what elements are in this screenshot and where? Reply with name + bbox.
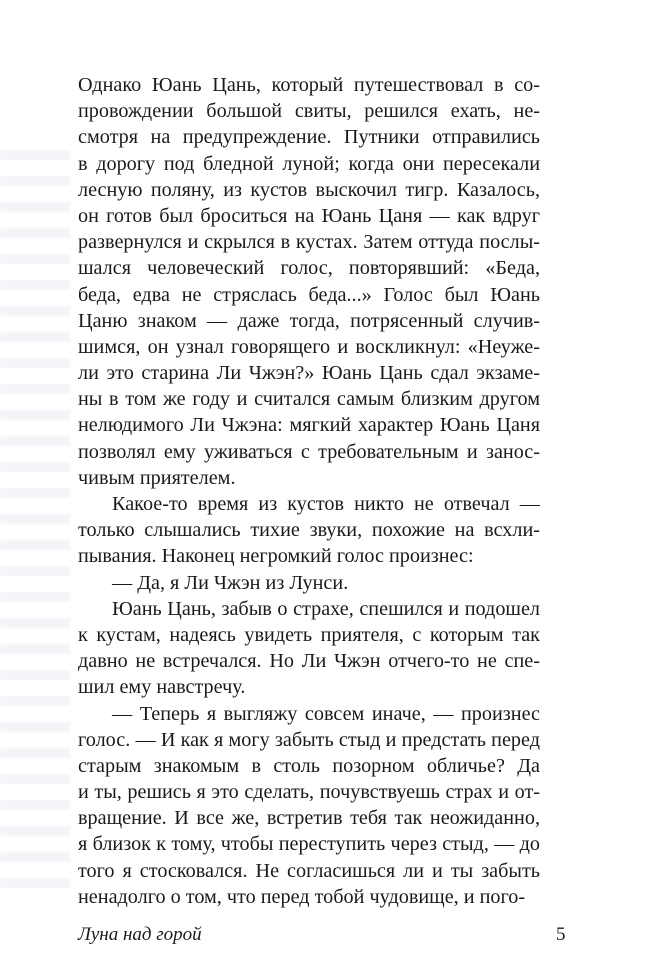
body-text	[78, 72, 540, 910]
text-line: я близок к тому, чтобы переступить через стыд, — до	[78, 833, 540, 856]
paragraph	[78, 491, 540, 570]
text-line: ненадолго о том, что перед тобой чудовище, и пого-	[78, 885, 526, 908]
text-line: давно не встречался. Но Ли Чжэн отчего-то не спе-	[78, 650, 540, 673]
text-line: позволял ему уживаться с требовательным и занос-	[78, 440, 540, 463]
text-line: вращение. И все же, встретив тебя так неожиданно,	[78, 807, 540, 830]
text-line: голос. — И как я могу забыть стыд и предстать перед	[78, 728, 540, 751]
text-line: смотря на предупреждение. Путники отправились	[78, 126, 540, 149]
text-line: Цаню знаком — даже тогда, потрясенный случив-	[78, 309, 540, 332]
text-line: развернулся и скрылся в кустах. Затем оттуда послы-	[78, 231, 540, 254]
text-line: ли это старина Ли Чжэн?» Юань Цань сдал экзаме-	[78, 362, 540, 385]
paragraph	[78, 596, 540, 701]
text-line: в дорогу под бледной луной; когда они пересекали	[78, 152, 540, 175]
running-footer-title: Луна над горой	[78, 924, 202, 945]
paragraph	[78, 570, 540, 596]
text-line: Юань Цань, забыв о страхе, спешился и подошел	[112, 597, 540, 620]
text-line: шался человеческий голос, повторявший: «Беда,	[78, 257, 540, 280]
paragraph	[78, 701, 540, 911]
text-line: только слышались тихие звуки, похожие на всхли-	[78, 519, 540, 542]
bleed-through-shadow	[0, 150, 70, 900]
text-line: ны в том же году и считался самым близким другом	[78, 388, 540, 411]
text-line: он готов был броситься на Юань Цаня — как вдруг	[78, 204, 540, 227]
text-line: — Теперь я выгляжу совсем иначе, — произнес	[112, 702, 540, 725]
text-line: и ты, решись я это сделать, почувствуешь страх и от-	[78, 781, 540, 804]
text-line: того я стосковался. Не согласишься ли и ты забыть	[78, 859, 540, 882]
text-line: чивым приятелем.	[78, 466, 236, 489]
text-line: — Да, я Ли Чжэн из Лунси.	[112, 571, 349, 594]
text-line: шимся, он узнал говорящего и воскликнул: «Неуже-	[78, 335, 540, 358]
paragraph	[78, 72, 540, 491]
text-line: провождении большой свиты, решился ехать, не-	[78, 100, 540, 123]
text-line: шил ему навстречу.	[78, 676, 246, 699]
text-line: Однако Юань Цань, который путешествовал в со-	[78, 74, 540, 96]
text-line: к кустам, надеясь увидеть приятеля, с которым так	[78, 623, 540, 646]
text-line: нелюдимого Ли Чжэна: мягкий характер Юань Цаня	[78, 414, 540, 437]
text-line: лесную поляну, из кустов выскочил тигр. Казалось,	[78, 178, 540, 201]
text-line: старым знакомым в столь позорном обличье? Да	[78, 754, 540, 777]
text-line: беда, едва не стряслась беда...» Голос был Юань	[78, 283, 540, 306]
text-line: пывания. Наконец негромкий голос произнес:	[78, 545, 474, 568]
page-number: 5	[556, 924, 566, 945]
text-line: Какое-то время из кустов никто не отвечал —	[112, 493, 540, 515]
